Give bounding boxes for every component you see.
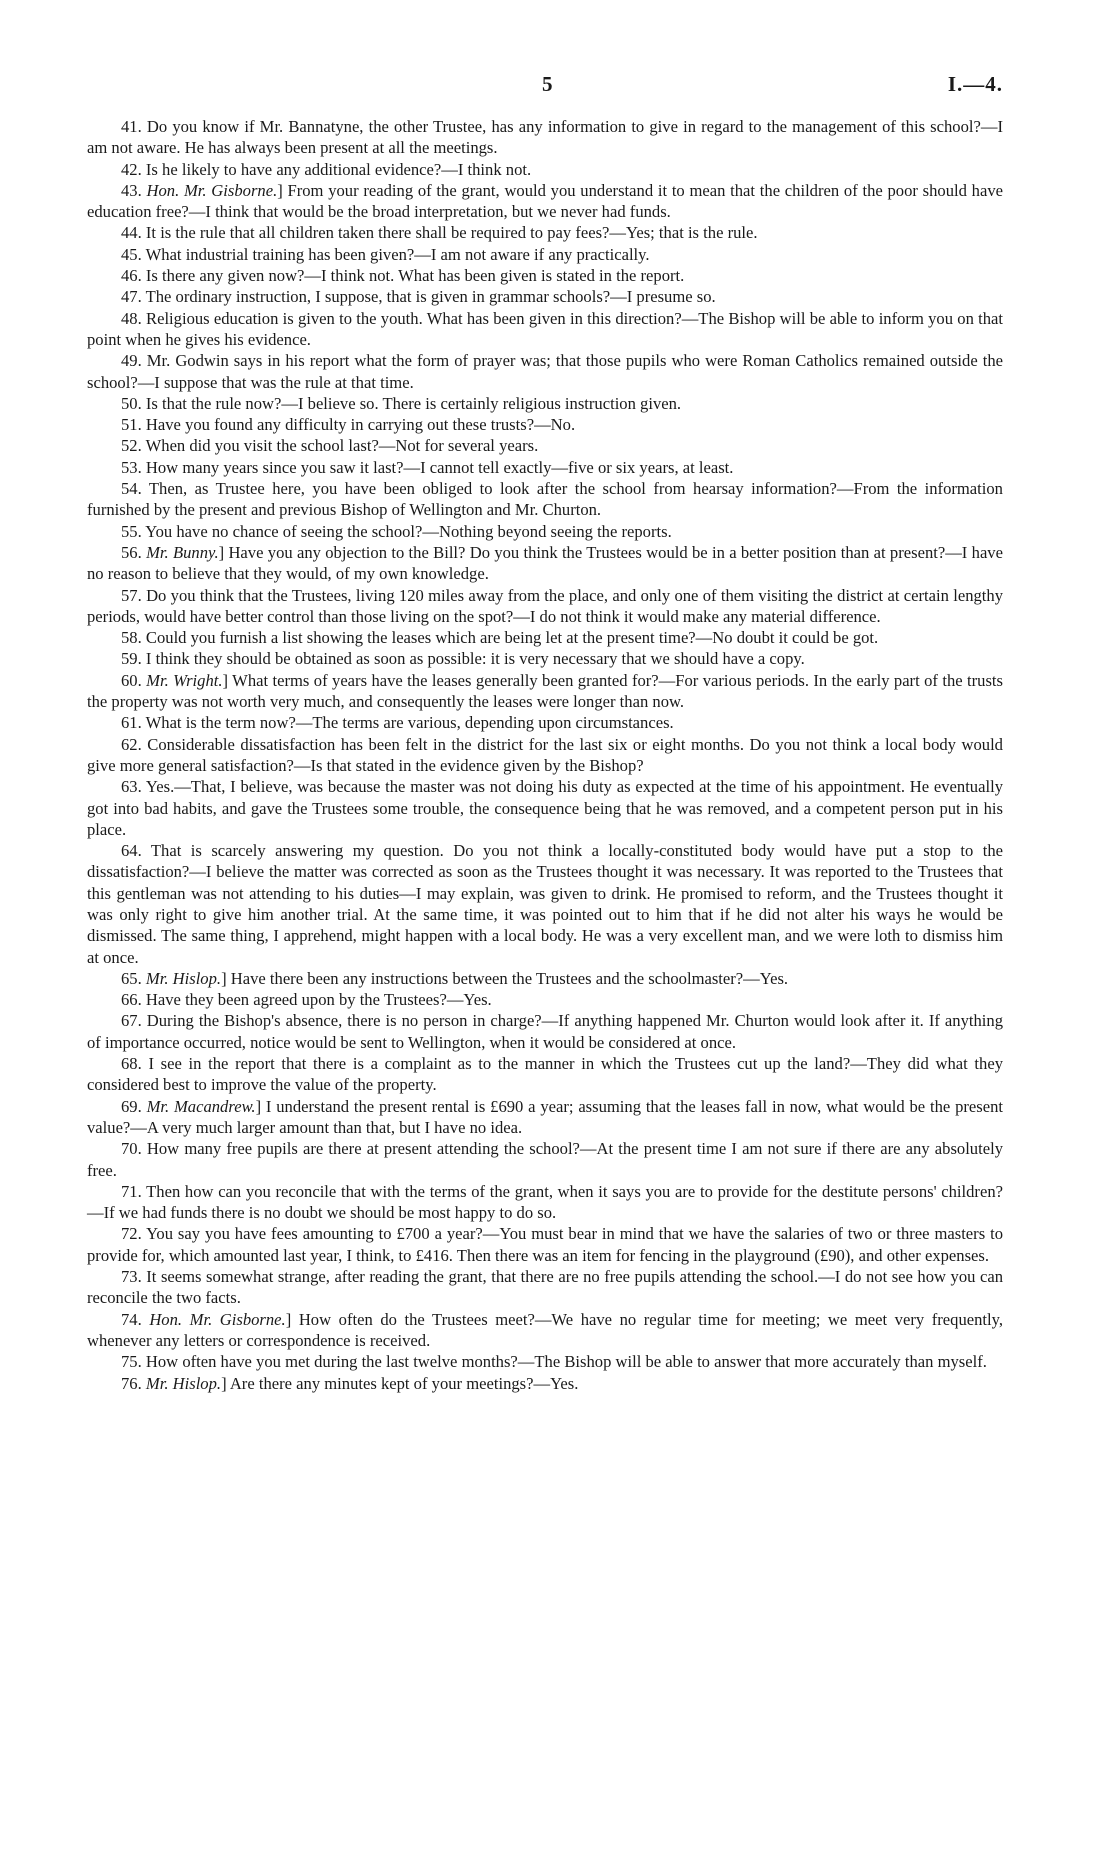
question-answer-text: Could you furnish a list showing the leases which are being let at the present time?—No doubt it could be got. [145,628,879,648]
question-number: 74. [121,1309,142,1329]
question-answer-text: What is the term now?—The terms are various, depending upon circumstances. [145,713,674,733]
question-answer-text: Have there been any instructions between the Trustees and the schoolmaster?—Yes. [230,968,789,988]
question-number: 73. [121,1267,142,1287]
speaker-name: Hon. Mr. Gisborne. [149,1309,286,1329]
question-number: 60. [121,670,142,690]
evidence-paragraph [87,393,1003,414]
question-number: 66. [121,990,142,1010]
evidence-paragraph [87,585,1003,628]
question-number: 58. [121,628,142,648]
evidence-paragraph [87,435,1003,456]
question-number: 44. [121,223,142,243]
evidence-paragraph [87,1138,1003,1181]
question-answer-text: The ordinary instruction, I suppose, that is given in grammar schools?—I presume so. [145,287,716,307]
question-answer-text: It seems somewhat strange, after reading the grant, that there are no free pupils attending the school.—I do not see how you can reconcile the two facts. [87,1267,1003,1308]
question-number: 43. [121,180,142,200]
speaker-name: Mr. Bunny. [146,542,219,562]
question-answer-text: During the Bishop's absence, there is no person in charge?—If anything happened Mr. Churton would look after it. If anything of importance occurred, notice would be sent to Wellington, when it would be considered at once. [87,1011,1003,1052]
evidence-paragraph [87,1351,1003,1372]
evidence-paragraph: 65. Mr. Hislop.] Have there been any instructions between the Trustees and the schoolmaster?—Yes. [121,968,789,988]
evidence-paragraph [87,244,1003,265]
speaker-name: Mr. Wright. [146,670,223,690]
question-number: 59. [121,649,142,669]
question-answer-text: Have you any objection to the Bill? Do you think the Trustees would be in a better position than at present?—I have no reason to believe that they would, of my own knowledge. [87,542,1003,584]
question-answer-text: Yes.—That, I believe, was because the master was not doing his duty as expected at the time of his appointment. He eventually got into bad habits, and gave the Trustees some trouble, the consequence being that he was removed, and a competent person put in his place. [87,777,1003,839]
evidence-paragraph [87,1266,1003,1309]
speaker-name: Mr. Macandrew. [146,1096,256,1116]
question-number: 72. [121,1224,142,1244]
question-answer-text: Do you know if Mr. Bannatyne, the other Trustee, has any information to give in regard to the management of this school?—I am not aware. He has always been present at all the meetings. [87,117,1003,158]
question-number: 64. [121,841,142,861]
evidence-paragraph: 74. Hon. Mr. Gisborne.] How often do the Trustees meet?—We have no regular time for meeting; we meet very frequently, whenever any letters or correspondence is received. [87,1309,1003,1350]
evidence-paragraph [87,286,1003,307]
question-answer-text: Then, as Trustee here, you have been obliged to look after the school from hearsay information?—From the information furnished by the present and previous Bishop of Wellington and Mr. Churton. [87,479,1003,520]
question-number: 69. [121,1096,142,1116]
evidence-paragraph [87,159,1003,180]
speaker-name: Mr. Hislop. [145,1373,222,1393]
question-answer-text: How many free pupils are there at present attending the school?—At the present time I am not sure if there are any absolutely free. [87,1139,1003,1180]
question-answer-text: Are there any minutes kept of your meetings?—Yes. [229,1373,579,1393]
evidence-paragraph: 60. Mr. Wright.] What terms of years have the leases generally been granted for?—For various periods. In the early part of the trusts the property was not worth very much, and consequently the leases were longer than now. [87,670,1003,712]
question-answer-text: I think they should be obtained as soon as possible: it is very necessary that we should have a copy. [145,649,805,669]
evidence-paragraph: 76. Mr. Hislop.] Are there any minutes kept of your meetings?—Yes. [121,1373,579,1393]
question-number: 53. [121,457,142,477]
question-answer-text: Is he likely to have any additional evidence?—I think not. [145,159,532,179]
question-number: 76. [121,1373,142,1393]
evidence-paragraph: 69. Mr. Macandrew.] I understand the present rental is £690 a year; assuming that the leases fall in now, what would be the present value?—A very much larger amount than that, but I have no idea. [87,1096,1003,1137]
question-answer-text: How many years since you saw it last?—I cannot tell exactly—five or six years, at least. [145,457,734,477]
question-number: 56. [121,542,142,562]
page-header [87,70,1003,108]
evidence-paragraphs [87,116,1003,1394]
question-answer-text: Then how can you reconcile that with the terms of the grant, when it says you are to provide for the destitute persons' children?—If we had funds there is no doubt we should be most happy to do so. [87,1181,1003,1223]
document-reference: I.—4. [947,72,1003,96]
evidence-paragraph [87,222,1003,243]
evidence-paragraph [87,1053,1003,1096]
question-answer-text: Religious education is given to the youth. What has been given in this direction?—The Bishop will be able to inform you on that point when he gives his evidence. [87,308,1003,349]
evidence-paragraph [87,457,1003,478]
question-number: 42. [121,159,142,179]
evidence-paragraph [87,350,1003,393]
evidence-paragraph [87,840,1003,968]
question-answer-text: I see in the report that there is a complaint as to the manner in which the Trustees cut up the land?—They did what they considered best to improve the value of the property. [87,1054,1003,1095]
evidence-paragraph [87,734,1003,777]
evidence-paragraph [87,521,1003,542]
evidence-paragraph [87,627,1003,648]
question-number: 51. [121,415,142,435]
question-number: 50. [121,393,142,413]
question-answer-text: Have you found any difficulty in carrying out these trusts?—No. [145,415,576,435]
question-number: 71. [121,1181,142,1201]
question-number: 46. [121,266,142,286]
question-number: 41. [121,117,142,136]
speaker-name: Hon. Mr. Gisborne. [146,180,278,200]
question-answer-text: Have they been agreed upon by the Trustees?—Yes. [145,990,492,1010]
question-answer-text: You say you have fees amounting to £700 a year?—You must bear in mind that we have the salaries of two or three masters to provide for, which amounted last year, I think, to £416. Then there was an item for fencing in the playground (£90), and other expenses. [87,1224,1003,1265]
question-number: 49. [121,351,142,371]
question-number: 54. [121,479,142,499]
question-answer-text: How often do the Trustees meet?—We have no regular time for meeting; we meet very frequently, whenever any letters or correspondence is received. [87,1309,1003,1350]
question-answer-text: When did you visit the school last?—Not for several years. [145,436,539,456]
evidence-paragraph [87,776,1003,840]
question-number: 57. [121,585,142,605]
question-number: 68. [121,1054,142,1074]
evidence-paragraph [87,414,1003,435]
question-number: 55. [121,521,142,541]
question-number: 45. [121,244,142,264]
document-page [87,70,1003,1830]
evidence-paragraph [87,478,1003,521]
question-number: 63. [121,777,142,797]
question-answer-text: How often have you met during the last twelve months?—The Bishop will be able to answer that more accurately than myself. [145,1352,987,1372]
question-answer-text: What industrial training has been given?—I am not aware if any practically. [145,244,650,264]
question-answer-text: It is the rule that all children taken there shall be required to pay fees?—Yes; that is the rule. [145,223,758,243]
evidence-paragraph [87,308,1003,351]
question-number: 61. [121,713,142,733]
question-number: 75. [121,1352,142,1372]
evidence-paragraph: 56. Mr. Bunny.] Have you any objection to the Bill? Do you think the Trustees would be in a better position than at present?—I have no reason to believe that they would, of my own knowledge. [87,542,1003,584]
question-answer-text: That is scarcely answering my question. Do you not think a locally-constituted body would have put a stop to the dissatisfaction?—I believe the matter was corrected as soon as the Trustees thought it was necessary. It was reported to the Trustees that this gentleman was not attending to his duties—I may explain, was given to drink. He promised to reform, and the Trustees thought it was only right to give him another trial. At the same time, it was pointed out to him that if he did not alter his ways he would be dismissed. The same thing, I apprehend, might happen with a local body. He was a very excellent man, and we were loth to dismiss him at once. [87,841,1003,967]
question-number: 70. [121,1139,142,1159]
question-number: 47. [121,287,142,307]
question-answer-text: From your reading of the grant, would you understand it to mean that the children of the poor should have education free?—I think that would be the broad interpretation, but we never had funds. [87,180,1003,222]
question-answer-text: Is that the rule now?—I believe so. There is certainly religious instruction given. [145,393,682,413]
question-answer-text: Do you think that the Trustees, living 120 miles away from the place, and only one of them visiting the district at certain lengthy periods, would have better control than those living on the spot?—I do not think it would make any material difference. [87,585,1003,626]
evidence-paragraph [87,1181,1003,1224]
question-number: 48. [121,308,142,328]
question-answer-text: What terms of years have the leases generally been granted for?—For various periods. In the early part of the trusts the property was not worth very much, and consequently the leases were longer than now. [87,670,1003,712]
evidence-paragraph [87,116,1003,159]
evidence-paragraph [87,648,1003,669]
question-number: 62. [121,734,142,754]
evidence-paragraph [87,1010,1003,1053]
evidence-paragraph [87,265,1003,286]
question-number: 65. [121,968,142,988]
question-answer-text: Mr. Godwin says in his report what the form of prayer was; that those pupils who were Roman Catholics remained outside the school?—I suppose that was the rule at that time. [87,351,1003,392]
page-number: 5 [542,72,553,96]
speaker-name: Mr. Hislop. [145,968,222,988]
evidence-paragraph [87,712,1003,733]
question-number: 67. [121,1011,142,1031]
evidence-paragraph [87,989,1003,1010]
question-answer-text: Is there any given now?—I think not. What has been given is stated in the report. [145,266,685,286]
evidence-paragraph: 43. Hon. Mr. Gisborne.] From your reading of the grant, would you understand it to mean that the children of the poor should have education free?—I think that would be the broad interpretation, but we never had funds. [87,180,1003,222]
question-number: 52. [121,436,142,456]
question-answer-text: You have no chance of seeing the school?—Nothing beyond seeing the reports. [145,521,672,541]
question-answer-text: Considerable dissatisfaction has been felt in the district for the last six or eight months. Do you not think a local body would give more general satisfaction?—Is that stated in the evidence given by the Bishop? [87,734,1003,775]
question-answer-text: I understand the present rental is £690 a year; assuming that the leases fall in now, what would be the present value?—A very much larger amount than that, but I have no idea. [87,1096,1003,1137]
evidence-paragraph [87,1223,1003,1266]
